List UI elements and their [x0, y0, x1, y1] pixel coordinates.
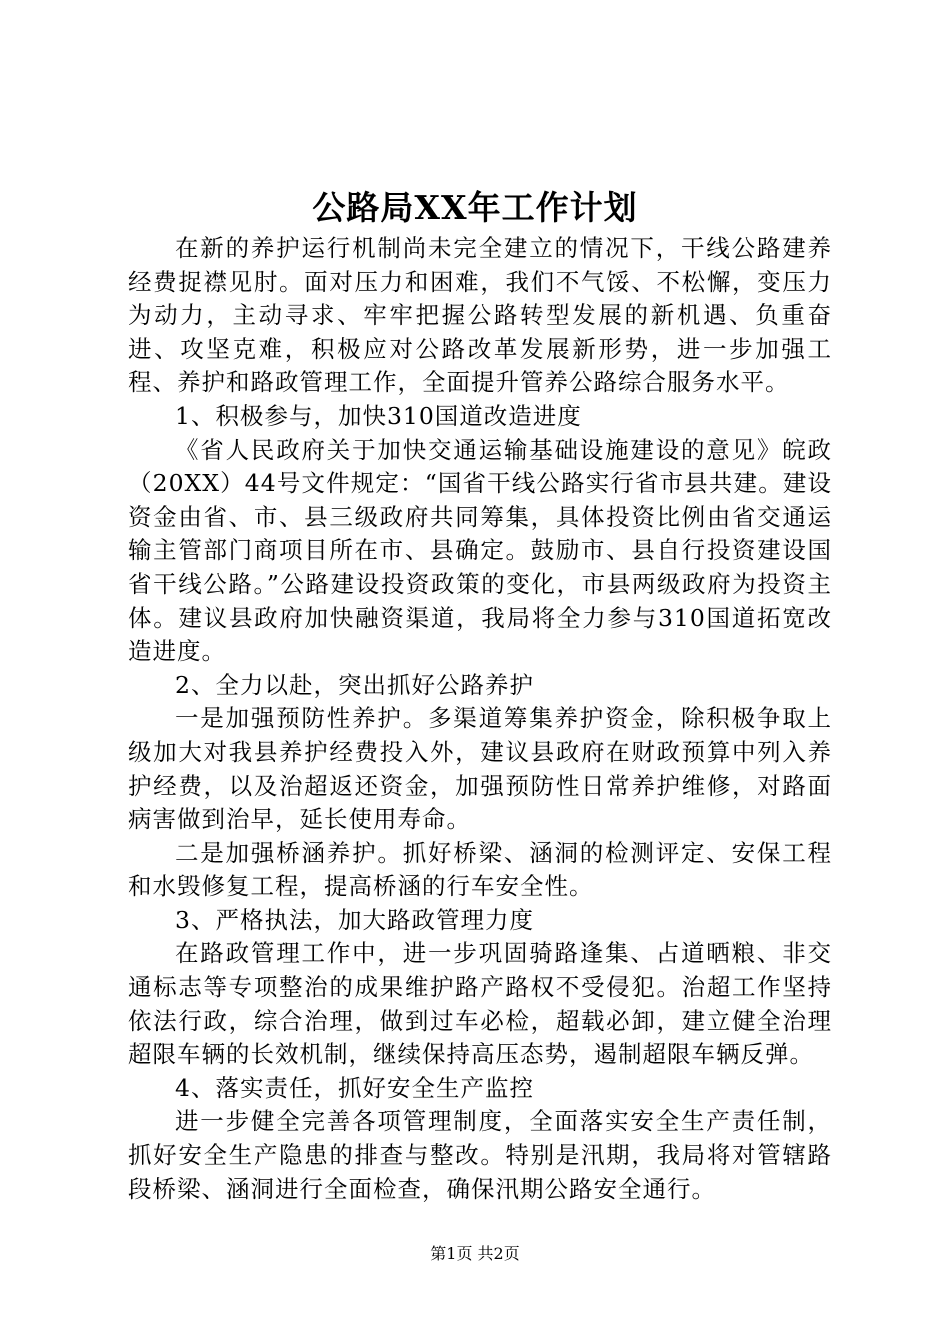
page-footer: 第1页 共2页 [430, 1244, 520, 1263]
intro-paragraph: 在新的养护运行机制尚未完全建立的情况下，干线公路建养经费捉襟见肘。面对压力和困难，我们不气馁、不松懈，变压力为动力，主动寻求、牢牢把握公路转型发展的新机遇、负重奋进、攻坚克难，积极应对公路改革发展新形势，进一步加强工程、养护和路政管理工作，全面提升管养公路综合服务水平。 [128, 234, 832, 397]
section-heading-1: 1、积极参与，加快310国道改造进度 [175, 401, 582, 430]
section-1-paragraph: 《省人民政府关于加快交通运输基础设施建设的意见》皖政（20XX）44号文件规定：“国省干线公路实行省市县共建。建设资金由省、市、县三级政府共同筹集，具体投资比例由省交通运输主管部门商项目所在市、县确定。鼓励市、县自行投资建设国省干线公路。”公路建设投资政策的变化，市县两级政府为投资主体。建议县政府加快融资渠道，我局将全力参与310国道拓宽改造进度。 [128, 435, 832, 666]
document-body [128, 232, 832, 1206]
section-2-paragraph-2: 二是加强桥涵养护。抓好桥梁、涵洞的检测评定、安保工程和水毁修复工程，提高桥涵的行车安全性。 [128, 838, 832, 901]
document-title: 公路局XX年工作计划 [312, 188, 638, 227]
section-3-paragraph: 在路政管理工作中，进一步巩固骑路逢集、占道晒粮、非交通标志等专项整治的成果维护路产路权不受侵犯。治超工作坚持依法行政，综合治理，做到过车必检，超载必卸，建立健全治理超限车辆的长效机制，继续保持高压态势，遏制超限车辆反弹。 [128, 939, 832, 1069]
section-4-paragraph: 进一步健全完善各项管理制度，全面落实安全生产责任制，抓好安全生产隐患的排查与整改。特别是汛期，我局将对管辖路段桥梁、涵洞进行全面检查，确保汛期公路安全通行。 [128, 1107, 832, 1203]
section-2-paragraph-1: 一是加强预防性养护。多渠道筹集养护资金，除积极争取上级加大对我县养护经费投入外，建议县政府在财政预算中列入养护经费，以及治超返还资金，加强预防性日常养护维修，对路面病害做到治早，延长使用寿命。 [128, 704, 832, 834]
section-heading-2: 2、全力以赴，突出抓好公路养护 [175, 670, 534, 699]
section-heading-4: 4、落实责任，抓好安全生产监控 [175, 1073, 534, 1102]
section-heading-3: 3、严格执法，加大路政管理力度 [175, 905, 534, 934]
